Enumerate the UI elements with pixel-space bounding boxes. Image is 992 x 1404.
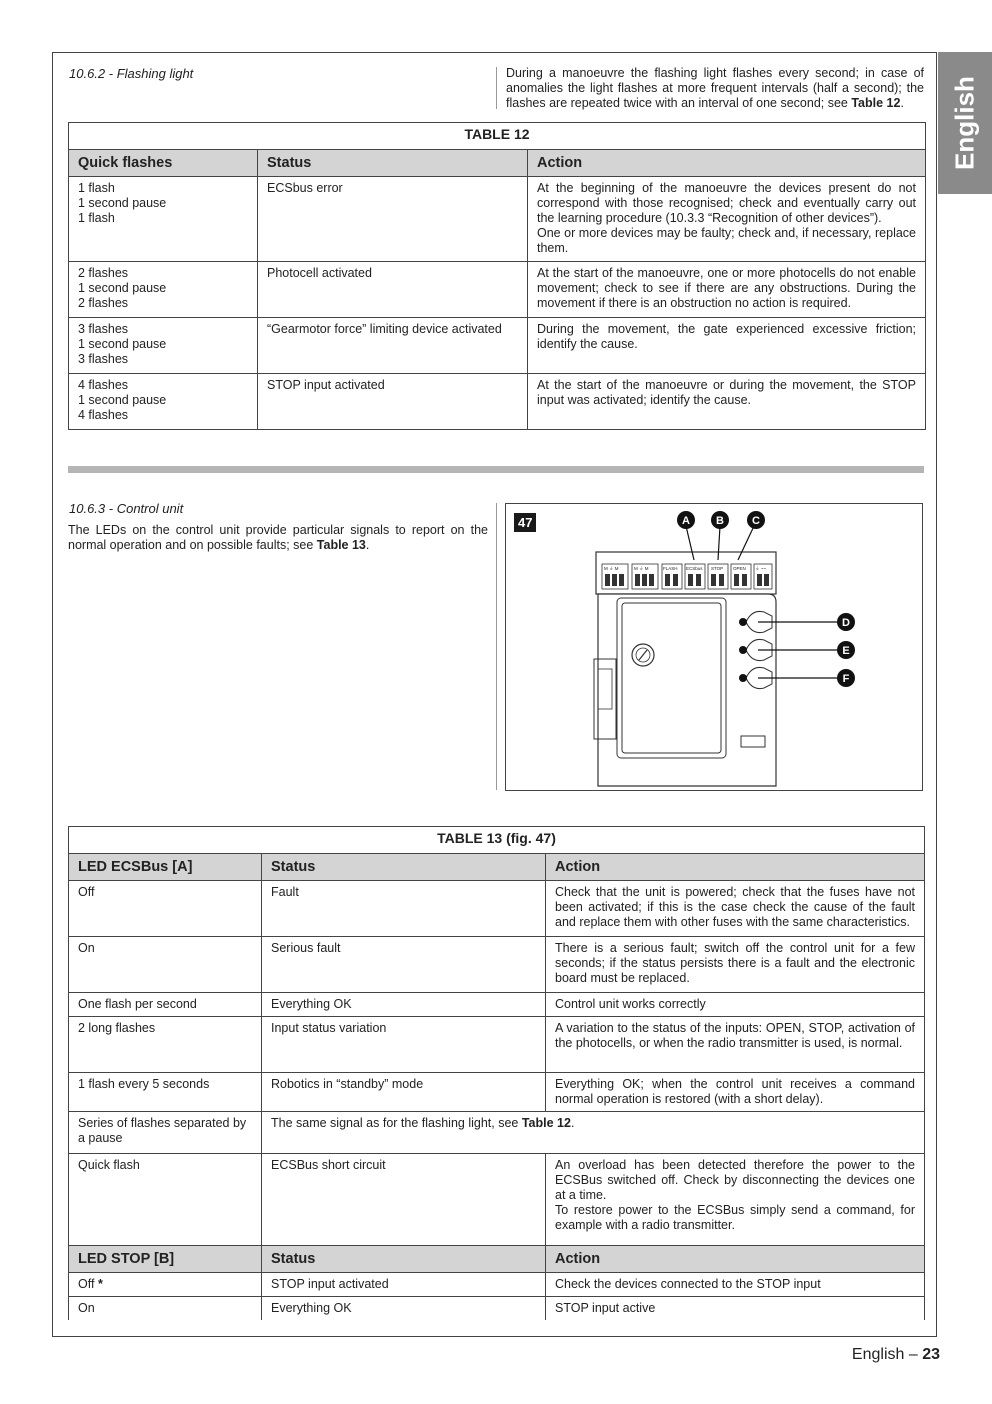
callout-a-label: A bbox=[682, 515, 690, 527]
status-cell: Serious fault bbox=[262, 937, 546, 993]
language-tab bbox=[938, 52, 992, 194]
section-title-control-unit: 10.6.3 - Control unit bbox=[69, 501, 184, 516]
action-cell: STOP input active bbox=[546, 1297, 925, 1321]
column-header-status: Status bbox=[258, 150, 528, 177]
table-row bbox=[69, 318, 926, 374]
table-12-reference: Table 12 bbox=[851, 96, 901, 110]
terminal-label: M ⏚ M bbox=[634, 566, 649, 571]
terminal-label: ⏚ ~~ bbox=[755, 566, 767, 571]
terminal-label: FLASH bbox=[663, 566, 678, 571]
flash-pattern-cell: 3 flashes 1 second pause 3 flashes bbox=[69, 318, 258, 374]
table-row bbox=[69, 374, 926, 430]
led-d bbox=[739, 618, 747, 626]
led-state-cell: Quick flash bbox=[69, 1154, 262, 1246]
led-state-cell: Series of flashes separated by a pause bbox=[69, 1112, 262, 1154]
led-state-cell: Off bbox=[69, 881, 262, 937]
table-12-reference: Table 12 bbox=[521, 1116, 571, 1130]
table-row bbox=[69, 881, 925, 937]
action-cell: Control unit works correctly bbox=[546, 993, 925, 1017]
table-row bbox=[69, 993, 925, 1017]
table-row bbox=[69, 1273, 925, 1297]
status-cell: ECSBus short circuit bbox=[262, 1154, 546, 1246]
flash-pattern-cell: 2 flashes 1 second pause 2 flashes bbox=[69, 262, 258, 318]
unit-housing bbox=[598, 594, 776, 786]
status-cell: Robotics in “standby” mode bbox=[262, 1073, 546, 1112]
action-cell: At the start of the manoeuvre, one or more photocells do not enable movement; check to see if there are any obstructions. During the movement if there is an obstruction no action is required. bbox=[528, 262, 926, 318]
status-cell: Everything OK bbox=[262, 993, 546, 1017]
callout-b-label: B bbox=[716, 515, 724, 527]
table-row bbox=[69, 1073, 925, 1112]
column-header-action: Action bbox=[546, 854, 925, 881]
status-cell: Input status variation bbox=[262, 1017, 546, 1073]
led-state-cell: On bbox=[69, 937, 262, 993]
callout-c-label: C bbox=[752, 515, 760, 527]
action-cell: At the start of the manoeuvre or during the movement, the STOP input was activated; identify the cause. bbox=[528, 374, 926, 430]
action-cell: Everything OK; when the control unit receives a command normal operation is restored (with a short delay). bbox=[546, 1073, 925, 1112]
column-header-quick-flashes: Quick flashes bbox=[69, 150, 258, 177]
led-state-cell: 2 long flashes bbox=[69, 1017, 262, 1073]
column-header-status: Status bbox=[262, 854, 546, 881]
action-cell: At the beginning of the manoeuvre the devices present do not correspond with those recognised; check and eventually carry out the learning procedure (10.3.3 “Recognition of other devices”). One or more devices may be faulty; check and, if necessary, replace them. bbox=[528, 177, 926, 262]
language-tab-label: English bbox=[949, 76, 980, 170]
callout-d-label: D bbox=[842, 617, 850, 629]
action-cell: Check the devices connected to the STOP input bbox=[546, 1273, 925, 1297]
callout-f-label: F bbox=[842, 673, 850, 685]
action-cell: There is a serious fault; switch off the control unit for a few seconds; if the status persists there is a fault and the electronic board must be replaced. bbox=[546, 937, 925, 993]
column-header-led-ecsbus: LED ECSBus [A] bbox=[69, 854, 262, 881]
led-state-cell: 1 flash every 5 seconds bbox=[69, 1073, 262, 1112]
led-state-cell: Off * bbox=[69, 1273, 262, 1297]
terminal-label: OPEN bbox=[733, 566, 746, 571]
callout-e-label: E bbox=[842, 645, 850, 657]
terminal-label: M ⏚ M bbox=[604, 566, 619, 571]
table-13 bbox=[68, 826, 925, 1320]
section-title-flashing-light: 10.6.2 - Flashing light bbox=[69, 66, 194, 81]
control-unit-intro: The LEDs on the control unit provide particular signals to report on the normal operation and on possible faults; see Table 13. bbox=[68, 523, 488, 552]
table-row bbox=[69, 1017, 925, 1073]
page-number: 23 bbox=[922, 1346, 940, 1363]
table-row bbox=[69, 1112, 925, 1154]
table-row bbox=[69, 937, 925, 993]
status-cell: Everything OK bbox=[262, 1297, 546, 1321]
flash-pattern-cell: 4 flashes 1 second pause 4 flashes bbox=[69, 374, 258, 430]
action-cell: A variation to the status of the inputs: OPEN, STOP, activation of the photocells, or when the radio transmitter is used, is normal. bbox=[546, 1017, 925, 1073]
column-divider bbox=[496, 503, 497, 790]
figure-47-control-unit bbox=[505, 503, 923, 791]
column-header-status: Status bbox=[262, 1246, 546, 1273]
page-footer: English – 23 bbox=[851, 1346, 940, 1363]
table-12 bbox=[68, 122, 926, 430]
merged-status-cell: The same signal as for the flashing light, see Table 12. bbox=[262, 1112, 925, 1154]
column-header-led-stop: LED STOP [B] bbox=[69, 1246, 262, 1273]
status-cell: Fault bbox=[262, 881, 546, 937]
terminal-label: ECSbus bbox=[686, 566, 703, 571]
table-13-reference: Table 13 bbox=[316, 538, 366, 552]
action-cell: During the movement, the gate experienced excessive friction; identify the cause. bbox=[528, 318, 926, 374]
led-state-cell: One flash per second bbox=[69, 993, 262, 1017]
control-unit-diagram bbox=[506, 504, 922, 790]
table-12-caption: TABLE 12 bbox=[69, 123, 926, 150]
table-row bbox=[69, 262, 926, 318]
led-e bbox=[739, 646, 747, 654]
flash-pattern-cell: 1 flash 1 second pause 1 flash bbox=[69, 177, 258, 262]
column-header-action: Action bbox=[528, 150, 926, 177]
status-cell: ECSbus error bbox=[258, 177, 528, 262]
flashing-light-intro: During a manoeuvre the flashing light flashes every second; in case of anomalies the light flashes at more frequent intervals (half a second); the flashes are repeated twice with an interval of one second; see Table 12. bbox=[506, 66, 924, 110]
status-cell: STOP input activated bbox=[258, 374, 528, 430]
action-cell: An overload has been detected therefore the power to the ECSBus switched off. Check by disconnecting the devices one at a time. To restore power to the ECSBus simply send a command, for example with a radio transmitter. bbox=[546, 1154, 925, 1246]
status-cell: “Gearmotor force” limiting device activated bbox=[258, 318, 528, 374]
table-13-caption: TABLE 13 (fig. 47) bbox=[69, 827, 925, 854]
column-header-action: Action bbox=[546, 1246, 925, 1273]
status-cell: STOP input activated bbox=[262, 1273, 546, 1297]
table-row bbox=[69, 1297, 925, 1321]
action-cell: Check that the unit is powered; check that the fuses have not been activated; if this is the case check the cause of the fault and replace them with other fuses with the same characteristics. bbox=[546, 881, 925, 937]
section-separator bbox=[68, 466, 924, 473]
terminal-strip bbox=[596, 552, 776, 594]
status-cell: Photocell activated bbox=[258, 262, 528, 318]
led-f bbox=[739, 674, 747, 682]
table-row bbox=[69, 177, 926, 262]
figure-number: 47 bbox=[514, 513, 536, 532]
column-divider bbox=[496, 67, 497, 109]
table-row bbox=[69, 1154, 925, 1246]
led-state-cell: On bbox=[69, 1297, 262, 1321]
terminal-label: STOP bbox=[711, 566, 724, 571]
footnote-mark: * bbox=[97, 1277, 103, 1291]
